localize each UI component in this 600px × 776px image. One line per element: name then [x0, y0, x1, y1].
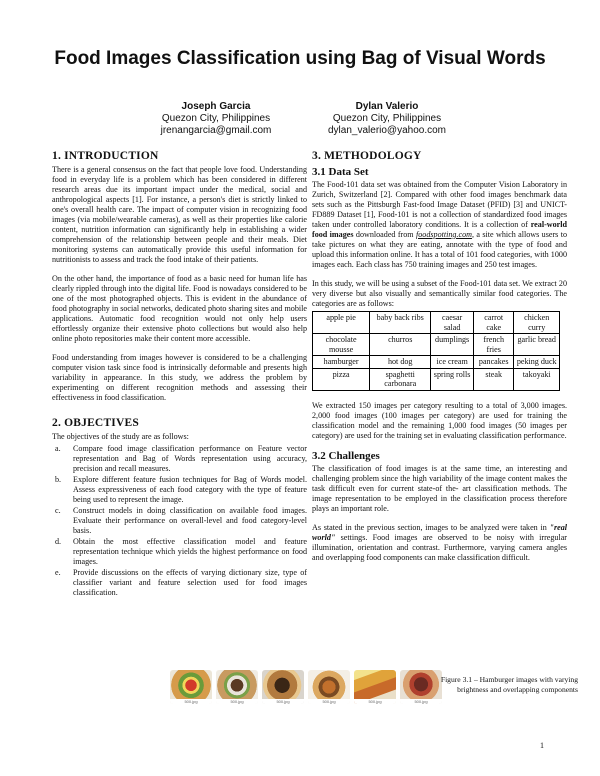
methodology-heading: 3. METHODOLOGY: [312, 150, 422, 162]
left-column: [52, 150, 307, 599]
objective-text: Compare food image classification performance on Feature vector representation and Bag of Words representation using accuracy, precision and recall measures.: [73, 444, 307, 473]
dataset-text: downloaded from: [353, 230, 416, 239]
challenges-paragraph-2: [312, 523, 567, 563]
category-cell: hot dog: [370, 356, 431, 369]
foodspotting-link[interactable]: foodspotting.com: [415, 230, 472, 239]
dataset-emphasis: real-world food images: [312, 220, 567, 239]
photo-label: 500.jpg: [216, 699, 258, 704]
photo-label: 500.jpg: [400, 699, 442, 704]
photo-label: 500.jpg: [262, 699, 304, 704]
hamburger-photo: [216, 670, 258, 704]
category-cell: carrot cake: [474, 312, 514, 334]
objectives-intro: The objectives of the study are as follows:: [52, 432, 189, 441]
hamburger-photo: [308, 670, 350, 704]
author-email: dylan_valerio@yahoo.com: [328, 125, 446, 136]
author-2: [287, 101, 487, 137]
photo-label: 500.jpg: [170, 699, 212, 704]
category-cell: chicken curry: [514, 312, 560, 334]
paper-title: Food Images Classification using Bag of Visual Words: [54, 48, 546, 69]
category-cell: ice cream: [431, 356, 474, 369]
hamburger-photo: [354, 670, 396, 704]
objective-marker: c.: [55, 506, 61, 515]
dataset-paragraph-2: In this study, we will be using a subset of the Food-101 data set. We extract 20 very diverse but also visually and semantically similar food categories. The categories are as follows:: [312, 279, 567, 308]
objective-marker: a.: [55, 444, 61, 453]
objective-item: [52, 537, 307, 567]
objectives-list: [52, 444, 307, 598]
hamburger-photo: [170, 670, 212, 704]
dataset-paragraph-1: [312, 180, 567, 270]
category-cell: churros: [370, 334, 431, 356]
category-cell: french fries: [474, 334, 514, 356]
objectives-heading: 2. OBJECTIVES: [52, 417, 139, 429]
dataset-heading: 3.1 Data Set: [312, 166, 369, 178]
page-number: 1: [540, 741, 544, 750]
objective-item: [52, 506, 307, 536]
author-1: [116, 101, 316, 137]
intro-paragraph-3: Food understanding from images however is considered to be a challenging computer vision task since food is intrinsically deformable and presents high variability in appearance. In this study, we address the problem by experimenting on different recognition methods and assessing their effectiveness in food classification.: [52, 353, 307, 402]
objective-marker: e.: [55, 568, 61, 577]
figure-caption: Figure 3.1 – Hamburger images with varying brightness and overlapping components: [440, 675, 578, 694]
category-cell: steak: [474, 368, 514, 390]
intro-paragraph-2: On the other hand, the importance of food as a basic need for human life has clearly rippled through into the digital life. Food is nowadays considered to be one of the most photographed objects. This is evident in the abundance of food photography in social networks, dedicated photo sharing sites and mobile applications. Automatic food recognition would not only help users effortlessly organize their extensive photo collections but would also help online photo repositories make their content more accessible.: [52, 274, 307, 343]
author-name: Joseph Garcia: [181, 101, 251, 112]
challenges-text: As stated in the previous section, images to be analyzed were taken in: [312, 522, 550, 532]
introduction-heading: 1. INTRODUCTION: [52, 150, 159, 162]
author-affiliation: Quezon City, Philippines: [332, 113, 442, 124]
category-cell: pancakes: [474, 356, 514, 369]
category-cell: dumplings: [431, 334, 474, 356]
table-row: [313, 334, 560, 356]
dataset-text: The Food-101 data set was obtained from the Computer Vision Laboratory in Zurich, Switzerland [2]. Compared with other food images benchmark data sets such as the Pittsburgh Fast-food Image Dataset (PFID) [3] and UNICT-FD889 Dataset [1], Food-101 is not a collection of standardized food images taken under controlled laboratory conditions. It is a collection of: [312, 180, 567, 229]
category-cell: pizza: [313, 368, 370, 390]
category-cell: spring rolls: [431, 368, 474, 390]
objective-text: Construct models in doing classification on available food images. Evaluate their performance on overall-level and food category-level basis.: [73, 506, 307, 535]
intro-paragraph-1: There is a general consensus on the fact that people love food. Understanding food in everyday life is a problem which has been considered in different research areas due its important impact under the medical, social and anthropological aspects [1]. For instance, a person's diet is strictly linked to one's overall health care. The impact of computer vision in recognizing food images (via mobile/wearable cameras), as well as their properties like calorie content, nutrition information can significantly help in establishing a wider comprehension of the relationship between people and their meals. Diet monitoring systems can automatically provide this useful information for nutritionists to assess and track the food intake of their patients.: [52, 165, 307, 264]
category-cell: chocolate mousse: [313, 334, 370, 356]
category-cell: baby back ribs: [370, 312, 431, 334]
hamburger-photo-strip: [170, 670, 440, 708]
objective-item: [52, 444, 307, 474]
dataset-text: , a site which allows users to take pictures on what they are eating, annotate with the type of food and upload this information online. It has a total of 101 food categories, with 1000 images each. Each class has 750 training images and 250 test images.: [312, 230, 567, 269]
category-cell: spaghetti carbonara: [370, 368, 431, 390]
objective-item: [52, 475, 307, 505]
category-cell: peking duck: [514, 356, 560, 369]
author-name: Dylan Valerio: [355, 101, 419, 112]
right-column: [312, 150, 567, 572]
category-cell: takoyaki: [514, 368, 560, 390]
category-cell: apple pie: [313, 312, 370, 334]
dataset-paragraph-3: We extracted 150 images per category resulting to a total of 3,000 images. 2,000 food images (100 images per category) are used for training the classification model and the remaining 1,000 food images (50 images per category) are used for the training set in evaluating classification performance.: [312, 400, 567, 440]
objective-marker: b.: [55, 475, 62, 484]
category-cell: garlic bread: [514, 334, 560, 356]
photo-label: 500.jpg: [308, 699, 350, 704]
objective-item: [52, 568, 307, 598]
author-email: jrenangarcia@gmail.com: [160, 125, 272, 136]
objective-text: Obtain the most effective classification model and feature representation technique which yields the highest performance on food images.: [73, 537, 307, 566]
author-affiliation: Quezon City, Philippines: [161, 113, 271, 124]
challenges-emphasis: "real world": [312, 522, 567, 542]
objective-text: Provide discussions on the effects of varying dictionary size, type of classifier variant and feature selection used for food images classification.: [73, 568, 307, 597]
challenges-paragraph-1: The classification of food images is at the same time, an interesting and challenging problem since the high variability of the image content makes the task difficult even for current state-of the- art classification methods. The image representation to be employed in the classification process therefore plays an important role.: [312, 463, 567, 513]
food-categories-table: [312, 311, 560, 391]
objective-marker: d.: [55, 537, 62, 546]
challenges-heading: 3.2 Challenges: [312, 449, 380, 462]
hamburger-photo: [262, 670, 304, 704]
objective-text: Explore different feature fusion techniques for Bag of Words model. Assess expressiveness of each food category with the type of feature being used to represent the image.: [73, 475, 307, 504]
challenges-text: settings. Food images are observed to be noisy with irregular illumination, orientation and contrast. Furthermore, varying camera angles and overlapping food components can make classification difficult.: [312, 532, 567, 562]
table-row: [313, 356, 560, 369]
table-row: [313, 312, 560, 334]
photo-label: 500.jpg: [354, 699, 396, 704]
category-cell: caesar salad: [431, 312, 474, 334]
category-cell: hamburger: [313, 356, 370, 369]
table-row: [313, 368, 560, 390]
